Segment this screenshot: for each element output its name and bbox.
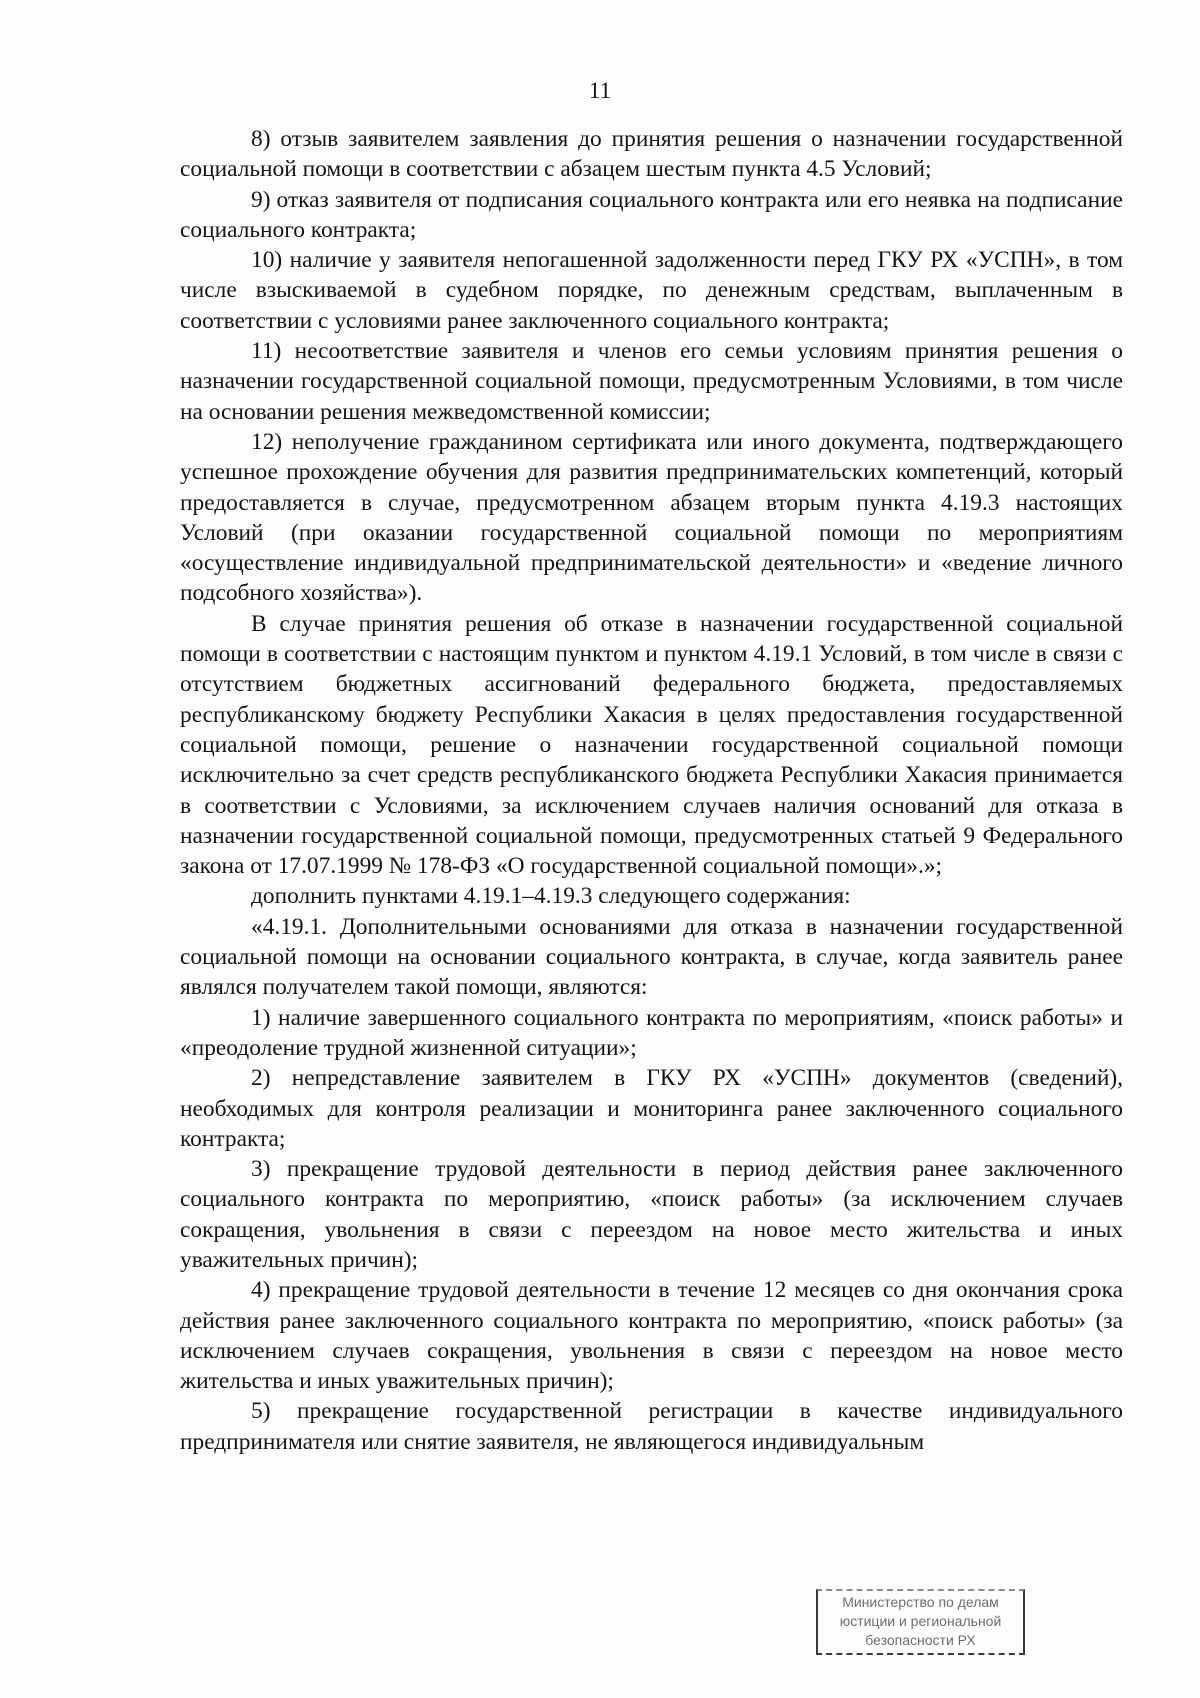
paragraph-subitem-4: 4) прекращение трудовой деятельности в течение 12 месяцев со дня окончания срока действия ранее заключенного социального контракта по мероприятию, «поиск работы» (за исключением случаев сокращения, увольнения в связи с переездом на новое место жительства и иных уважительных причин); [180,1277,1123,1395]
paragraph-subitem-3: 3) прекращение трудовой деятельности в период действия ранее заключенного социального контракта по мероприятию, «поиск работы» (за исключением случаев сокращения, увольнения в связи с переездом на новое место жительства и иных уважительных причин); [180,1156,1123,1273]
paragraph-item-12: 12) неполучение гражданином сертификата или иного документа, подтверждающего успешное прохождение обучения для развития предпринимательских компетенций, который предоставляется в случае, предусмотренном абзацем вторым пункта 4.19.3 настоящих Условий (при оказании государственной социальной помощи по мероприятиям «осуществление индивидуальной предпринимательской деятельности» и «ведение личного подсобного хозяйства»). [180,428,1123,607]
paragraph-item-11: 11) несоответствие заявителя и членов его семьи условиям принятия решения о назначении государственной социальной помощи, предусмотренным Условиями, в том числе на основании решения межведомственной комиссии; [180,338,1123,425]
paragraph-subitem-1: 1) наличие завершенного социального контракта по мероприятиям, «поиск работы» и «преодоление трудной жизненной ситуации»; [180,1004,1123,1061]
paragraph-subitem-5: 5) прекращение государственной регистрации в качестве индивидуального предпринимателя или снятие заявителя, не являющегося индивидуальным [180,1398,1123,1455]
paragraph-item-8: 8) отзыв заявителем заявления до принятия решения о назначении государственной социальной помощи в соответствии с абзацем шестым пункта 4.5 Условий; [180,126,1123,183]
stamp-line-3: безопасности РХ [865,1632,976,1648]
paragraph-item-10: 10) наличие у заявителя непогашенной задолженности перед ГКУ РХ «УСПН», в том числе взыскиваемой в судебном порядке, по денежным средствам, выплаченным в соответствии с условиями ранее заключенного социального контракта; [180,247,1123,334]
ministry-stamp [816,1589,1025,1655]
paragraph-amendment-intro: дополнить пунктами 4.19.1–4.19.3 следующего содержания: [251,883,851,910]
page-number: 11 [588,78,612,103]
paragraph-item-9: 9) отказ заявителя от подписания социального контракта или его неявка на подписание социального контракта; [180,186,1123,243]
stamp-line-1: Министерство по делам [842,1594,999,1610]
paragraph-4-19-1: «4.19.1. Дополнительными основаниями для отказа в назначении государственной социальной помощи на основании социального контракта, в случае, когда заявитель ранее являлся получателем такой помощи, являются: [180,913,1123,1001]
paragraph-subitem-2: 2) непредставление заявителем в ГКУ РХ «УСПН» документов (сведений), необходимых для контроля реализации и мониторинга ранее заключенного социального контракта; [180,1065,1123,1152]
stamp-line-2: юстиции и региональной [839,1613,1002,1629]
paragraph-refusal-case: В случае принятия решения об отказе в назначении государственной социальной помощи в соответствии с настоящим пунктом и пунктом 4.19.1 Условий, в том числе в связи с отсутствием бюджетных ассигнований федерального бюджета, предоставляемых республиканскому бюджету Республики Хакасия в целях предоставления государственной социальной помощи, решение о назначении государственной социальной помощи исключительно за счет средств республиканского бюджета Республики Хакасия принимается в соответствии с Условиями, за исключением случаев наличия оснований для отказа в назначении государственной социальной помощи, предусмотренных статьей 9 Федерального закона от 17.07.1999 № 178-ФЗ «О государственной социальной помощи».»; [180,610,1123,880]
document-body [180,124,1123,1457]
